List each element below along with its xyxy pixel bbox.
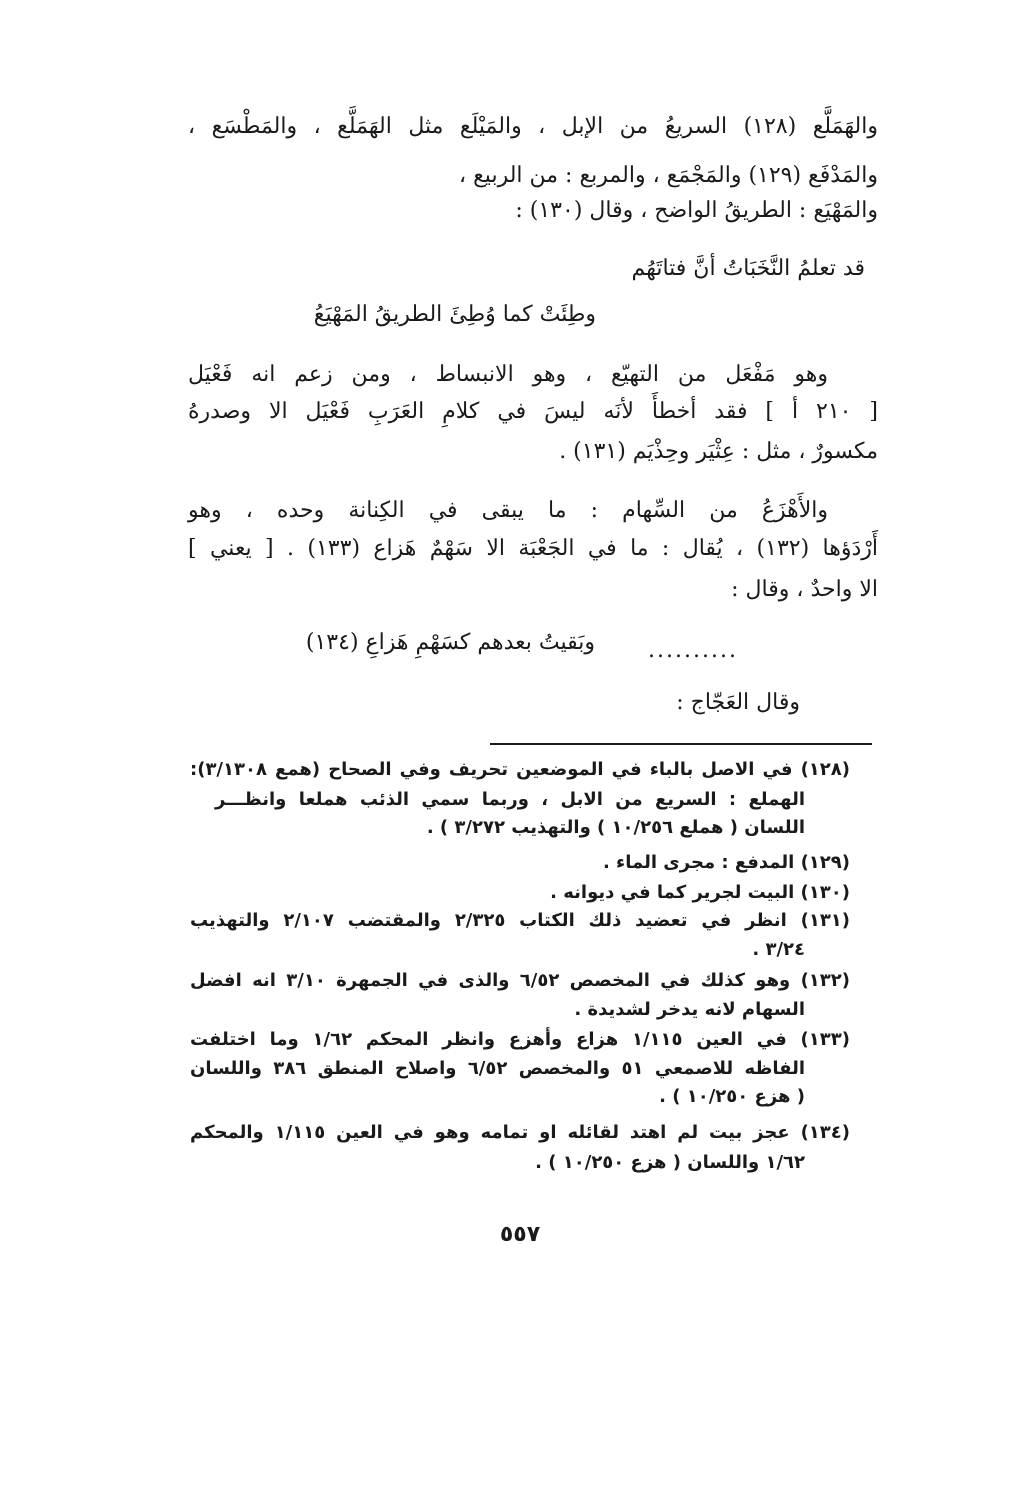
main-text-line-2: والمَدْفَع (١٢٩) والمَجْمَع ، والمربع : من الربيع ،	[459, 163, 878, 188]
verse-line-1: قد تعلمُ النَّخَبَاتُ أنَّ فتاتَهُم	[631, 256, 865, 281]
main-text-para2-line-2: [ ٢١٠ أ ] فقد أخطأَ لأنَه ليسَ في كلامِ العَرَبِ فَعْيَل الا وصدرهُ	[188, 399, 878, 424]
main-text-line-3: والمَهْيَع : الطريقُ الواضح ، وقال (١٣٠) :	[515, 198, 878, 223]
closing-line: وقال العَجّاج :	[676, 690, 800, 715]
footnote-line: اللسان ( هملع ١٠/٢٥٦ ) والتهذيب ٣/٢٧٢ ) .	[426, 817, 805, 838]
footnote-line: (١٢٩) المدفع : مجرى الماء .	[602, 852, 850, 873]
footnote-line: (١٣٠) البيت لجرير كما في ديوانه .	[550, 882, 850, 903]
verse-ellipsis: ..........	[648, 638, 738, 663]
footnote-line: (١٣٣) في العين ١/١١٥ هزاع وأهزع وانظر المحكم ١/٦٢ وما اختلفت	[190, 1029, 850, 1050]
footnote-line: ١/٦٢ واللسان ( هزع ١٠/٢٥٠ ) .	[535, 1152, 805, 1173]
footnote-line: السهام لانه يدخر لشديدة .	[574, 999, 805, 1020]
main-text-para3-line-1: والأَهْزَعُ من السِّهام : ما يبقى في الكِنانة وحده ، وهو	[188, 498, 828, 523]
footnote-line: الهملع : السريع من الابل ، وربما سمي الذئب هملعا وانظـــر	[215, 789, 805, 810]
verse-line-2: وطِئَتْ كما وُطِئَ الطريقُ المَهْيَعُ	[313, 302, 596, 327]
footnote-line: ٣/٢٤ .	[752, 939, 805, 960]
main-text-line-1: والهَمَلَّع (١٢٨) السريعُ من الإبل ، والمَيْلَع مثل الهَمَلَّع ، والمَطْسَع ،	[188, 114, 878, 139]
main-text-para2-line-3: مكسورٌ ، مثل : عِثْيَر وحِذْيَم (١٣١) .	[559, 439, 878, 464]
main-text-para3-line-3: الا واحدٌ ، وقال :	[731, 577, 878, 602]
footnote-line: الفاظه للاصمعي ٥١ والمخصص ٦/٥٢ واصلاح المنطق ٣٨٦ واللسان	[190, 1058, 806, 1079]
page-number: ٥٥٧	[499, 1222, 541, 1247]
footnote-line: (١٣٤) عجز بيت لم اهتد لقائله او تمامه وهو في العين ١/١١٥ والمحكم	[190, 1122, 850, 1143]
footnote-separator	[490, 743, 872, 745]
verse-line-3: وبَقيتُ بعدهم كسَهْمِ هَزاعِ (١٣٤)	[305, 630, 595, 655]
main-text-para3-line-2: أَرْدَؤها (١٣٢) ، يُقال : ما في الجَعْبَة الا سَهْمٌ هَزاع (١٣٣) . [ يعني ]	[188, 536, 879, 561]
footnote-line: ( هزع ١٠/٢٥٠ ) .	[659, 1086, 805, 1107]
main-text-para2-line-1: وهو مَفْعَل من التهيّع ، وهو الانبساط ، ومن زعم انه فَعْيَل	[188, 362, 828, 387]
footnote-line: (١٢٨) في الاصل بالباء في الموضعين تحريف وفي الصحاح (همع ٣/١٣٠٨):	[190, 759, 850, 780]
footnote-line: (١٣١) انظر في تعضيد ذلك الكتاب ٢/٣٢٥ والمقتضب ٢/١٠٧ والتهذيب	[190, 910, 851, 931]
footnote-line: (١٣٢) وهو كذلك في المخصص ٦/٥٢ والذى في الجمهرة ٣/١٠ انه افضل	[190, 970, 850, 991]
